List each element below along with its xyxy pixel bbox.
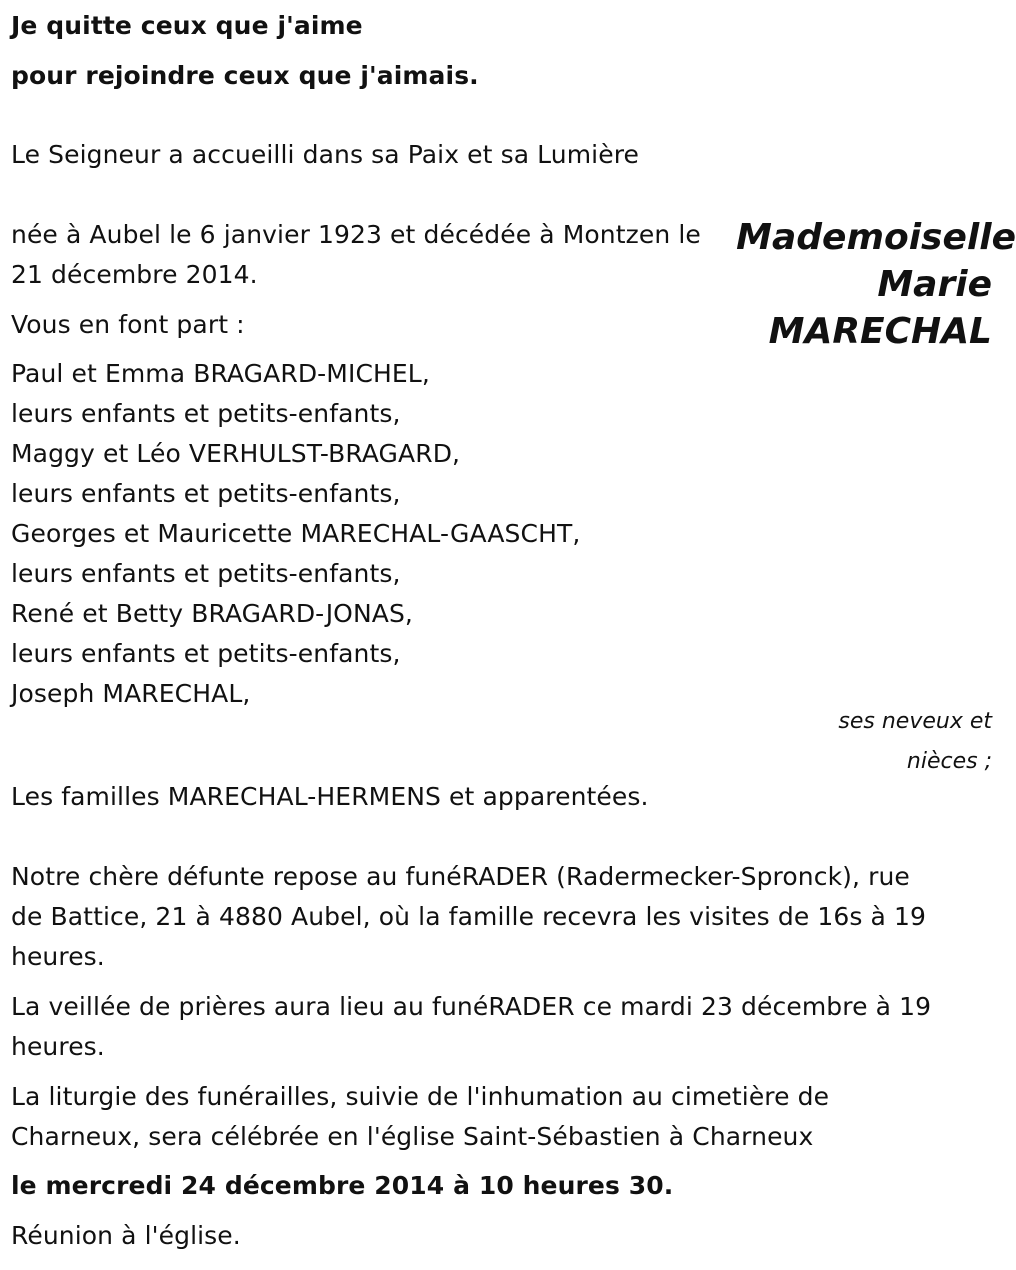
announcement-lead: Vous en font part : — [11, 310, 245, 339]
birth-death-line-1: née à Aubel le 6 janvier 1923 et décédée à Montzen le — [11, 220, 701, 249]
deceased-last-name: MARECHAL — [768, 311, 992, 352]
rest-place-line-2: de Battice, 21 à 4880 Aubel, où la famille recevra les visites de 16s à 19 — [11, 902, 927, 931]
nephews-note — [838, 702, 992, 782]
birth-death-line-2: 21 décembre 2014. — [11, 260, 258, 289]
family-line: leurs enfants et petits-enfants, — [11, 479, 401, 508]
epigraph-line-2: pour rejoindre ceux que j'aimais. — [11, 61, 479, 90]
intro-text: Le Seigneur a accueilli dans sa Paix et sa Lumière — [11, 140, 640, 169]
deceased-title: Mademoiselle — [736, 217, 1016, 258]
ceremony-date: le mercredi 24 décembre 2014 à 10 heures 30. — [11, 1171, 674, 1200]
family-line: leurs enfants et petits-enfants, — [11, 399, 401, 428]
epigraph-line-1: Je quitte ceux que j'aime — [11, 11, 363, 40]
vigil-line-1: La veillée de prières aura lieu au funéRADER ce mardi 23 décembre à 19 — [11, 992, 932, 1021]
family-line: Maggy et Léo VERHULST-BRAGARD, — [11, 439, 461, 468]
family-line: Georges et Mauricette MARECHAL-GAASCHT, — [11, 519, 581, 548]
nephews-line-2: nièces ; — [906, 749, 992, 774]
meeting-text: Réunion à l'église. — [11, 1221, 241, 1250]
rest-place-line-1: Notre chère défunte repose au funéRADER (Radermecker-Spronck), rue — [11, 862, 910, 891]
family-line: leurs enfants et petits-enfants, — [11, 639, 401, 668]
families-text: Les familles MARECHAL-HERMENS et apparentées. — [11, 782, 649, 811]
family-line: leurs enfants et petits-enfants, — [11, 559, 401, 588]
deceased-name — [716, 214, 1016, 355]
family-line: René et Betty BRAGARD-JONAS, — [11, 599, 413, 628]
family-line: Paul et Emma BRAGARD-MICHEL, — [11, 359, 430, 388]
liturgy-line-1: La liturgie des funérailles, suivie de l'inhumation au cimetière de — [11, 1082, 830, 1111]
family-line: Joseph MARECHAL, — [11, 679, 251, 708]
rest-place-line-3: heures. — [11, 942, 105, 971]
deceased-first-name: Marie — [877, 264, 992, 305]
nephews-line-1: ses neveux et — [838, 709, 992, 734]
vigil-line-2: heures. — [11, 1032, 105, 1061]
liturgy-line-2: Charneux, sera célébrée en l'église Saint-Sébastien à Charneux — [11, 1122, 814, 1151]
